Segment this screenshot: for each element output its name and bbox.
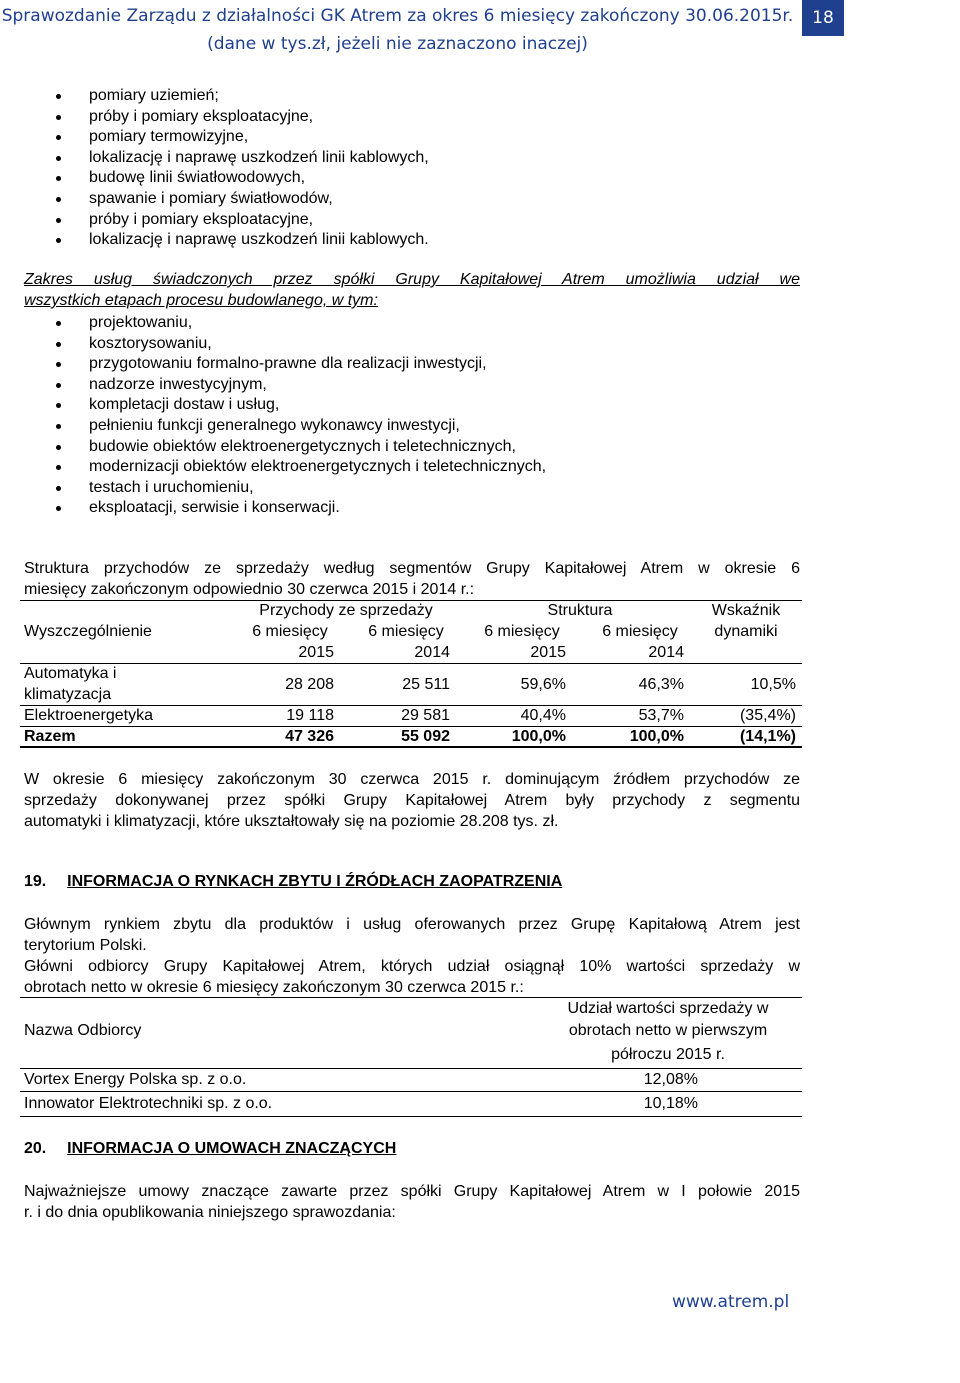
list-item: eksploatacji, serwisie i konserwacji. [56, 498, 546, 519]
list-item: projektowaniu, [56, 313, 546, 334]
recipients-row2-rule [20, 1116, 802, 1117]
section-20-p-line2: r. i do dnia opublikowania niniejszego sprawozdania: [24, 1204, 396, 1221]
section-20-heading [24, 1140, 396, 1158]
revenue-total-sales-2015: 47 326 [285, 728, 334, 745]
revenue-row2-sales-2015: 19 118 [286, 707, 334, 724]
revenue-intro-line1: Struktura przychodów ze sprzedaży według segmentów Grupy Kapitałowej Atrem w okresie 6 [24, 560, 800, 577]
recipients-col-name: Nazwa Odbiorcy [24, 1022, 142, 1039]
list-item: spawanie i pomiary światłowodów, [56, 189, 429, 210]
revenue-row2-share-2015: 40,4% [520, 707, 566, 724]
revenue-total-index: (14,1%) [739, 728, 796, 745]
revenue-row2-name: Elektroenergetyka [24, 707, 153, 724]
recipients-table-top-rule [20, 997, 802, 998]
list-item: nadzorze inwestycyjnym, [56, 375, 546, 396]
header-subtitle: (dane w tys.zł, jeżeli nie zaznaczono inaczej) [207, 34, 588, 54]
revenue-summary-line3: automatyki i klimatyzacji, które ukształtowały się na poziomie 28.208 tys. zł. [24, 813, 559, 830]
scope-intro-line2: wszystkich etapach procesu budowlanego, w tym: [24, 292, 378, 309]
revenue-year-share-2014: 2014 [648, 644, 684, 661]
revenue-period-2: 6 miesięcy [368, 623, 444, 640]
revenue-period-1: 6 miesięcy [252, 623, 328, 640]
section-20-p-line1: Najważniejsze umowy znaczące zawarte przez spółki Grupy Kapitałowej Atrem w I połowie 2015 [24, 1183, 800, 1200]
list-item: pomiary termowizyjne, [56, 127, 429, 148]
section-20-title: INFORMACJA O UMOWACH ZNACZĄCYCH [67, 1140, 397, 1157]
list-item: modernizacji obiektów elektroenergetycznych i teletechnicznych, [56, 457, 546, 478]
revenue-period-3: 6 miesięcy [484, 623, 560, 640]
revenue-year-sales-2014: 2014 [414, 644, 450, 661]
recipients-col-share-l3: półroczu 2015 r. [611, 1046, 725, 1063]
list-item: próby i pomiary eksploatacyjne, [56, 107, 429, 128]
revenue-row1-sales-2014: 25 511 [402, 676, 450, 693]
revenue-col-index-l2: dynamiki [714, 623, 778, 640]
footer-url[interactable]: www.atrem.pl [672, 1292, 790, 1312]
list-item: lokalizację i naprawę uszkodzeń linii kablowych, [56, 148, 429, 169]
list-item: pomiary uziemień; [56, 86, 429, 107]
list-item: próby i pomiary eksploatacyjne, [56, 210, 429, 231]
recipients-row1-rule [20, 1091, 802, 1092]
section-19-p1-line2: terytorium Polski. [24, 937, 147, 954]
section-19-p1-line1: Głównym rynkiem zbytu dla produktów i usług oferowanych przez Grupę Kapitałową Atrem jest [24, 916, 800, 933]
revenue-row1-name-l1: Automatyka i [24, 665, 117, 682]
list-item: kompletacji dostaw i usług, [56, 395, 546, 416]
revenue-group-structure: Struktura [547, 602, 613, 619]
revenue-col-index-l1: Wskaźnik [711, 602, 781, 619]
revenue-total-sales-2014: 55 092 [401, 728, 450, 745]
page-number: 18 [802, 0, 844, 36]
revenue-intro-line2: miesięcy zakończonym odpowiednio 30 czerwca 2015 i 2014 r.: [24, 581, 475, 598]
revenue-total-name: Razem [24, 728, 76, 745]
list-item: budowie obiektów elektroenergetycznych i teletechnicznych, [56, 437, 546, 458]
recipients-row2-share: 10,18% [643, 1095, 698, 1112]
revenue-year-sales-2015: 2015 [298, 644, 334, 661]
revenue-period-4: 6 miesięcy [602, 623, 678, 640]
header-title: Sprawozdanie Zarządu z działalności GK Atrem za okres 6 miesięcy zakończony 30.06.2015r. [1, 6, 794, 26]
revenue-row1-index: 10,5% [750, 676, 796, 693]
revenue-row2-share-2014: 53,7% [638, 707, 684, 724]
revenue-total-rule [20, 746, 802, 748]
revenue-summary-line2: sprzedaży dokonywanej przez spółki Grupy Kapitałowej Atrem były przychody z segmentu [24, 792, 800, 809]
revenue-total-share-2015: 100,0% [511, 728, 566, 745]
recipients-row1-name: Vortex Energy Polska sp. z o.o. [24, 1071, 247, 1088]
revenue-summary-line1: W okresie 6 miesięcy zakończonym 30 czerwca 2015 r. dominującym źródłem przychodów ze [24, 771, 800, 788]
recipients-col-share-l1: Udział wartości sprzedaży w [567, 1000, 769, 1017]
list-item: budowę linii światłowodowych, [56, 168, 429, 189]
revenue-group-sales: Przychody ze sprzedaży [259, 602, 433, 619]
recipients-row1-share: 12,08% [643, 1071, 698, 1088]
section-19-heading [24, 873, 562, 891]
revenue-row1-share-2015: 59,6% [520, 676, 566, 693]
scope-intro-line1: Zakres usług świadczonych przez spółki Grupy Kapitałowej Atrem umożliwia udział we [24, 271, 800, 288]
list-item: lokalizację i naprawę uszkodzeń linii kablowych. [56, 230, 429, 251]
list-item: pełnieniu funkcji generalnego wykonawcy inwestycji, [56, 416, 546, 437]
revenue-row1-share-2014: 46,3% [638, 676, 684, 693]
page-header [0, 0, 960, 62]
section-19-number: 19. [24, 873, 47, 890]
section-19-title: INFORMACJA O RYNKACH ZBYTU I ŹRÓDŁACH ZAOPATRZENIA [67, 873, 563, 890]
recipients-row2-name: Innowator Elektrotechniki sp. z o.o. [24, 1095, 273, 1112]
revenue-total-share-2014: 100,0% [629, 728, 684, 745]
list-item: testach i uruchomieniu, [56, 478, 546, 499]
section-20-number: 20. [24, 1140, 47, 1157]
revenue-year-share-2015: 2015 [530, 644, 566, 661]
revenue-row2-index: (35,4%) [739, 707, 796, 724]
revenue-row2-sales-2014: 29 581 [401, 707, 450, 724]
list-item: przygotowaniu formalno-prawne dla realizacji inwestycji, [56, 354, 546, 375]
recipients-col-share-l2: obrotach netto w pierwszym [568, 1022, 768, 1039]
revenue-row1-name-l2: klimatyzacja [24, 686, 112, 703]
construction-stages-list [56, 313, 546, 519]
section-19-p2-line2: obrotach netto w okresie 6 miesięcy zakończonym 30 czerwca 2015 r.: [24, 979, 524, 996]
services-list [56, 86, 429, 251]
list-item: kosztorysowaniu, [56, 334, 546, 355]
section-19-p2-line1: Główni odbiorcy Grupy Kapitałowej Atrem, których udział osiągnął 10% wartości sprzedaży w [24, 958, 800, 975]
revenue-header-rule [20, 663, 802, 664]
revenue-col-spec: Wyszczególnienie [24, 623, 152, 640]
recipients-header-rule [20, 1068, 802, 1069]
revenue-row1-sales-2015: 28 208 [285, 676, 334, 693]
